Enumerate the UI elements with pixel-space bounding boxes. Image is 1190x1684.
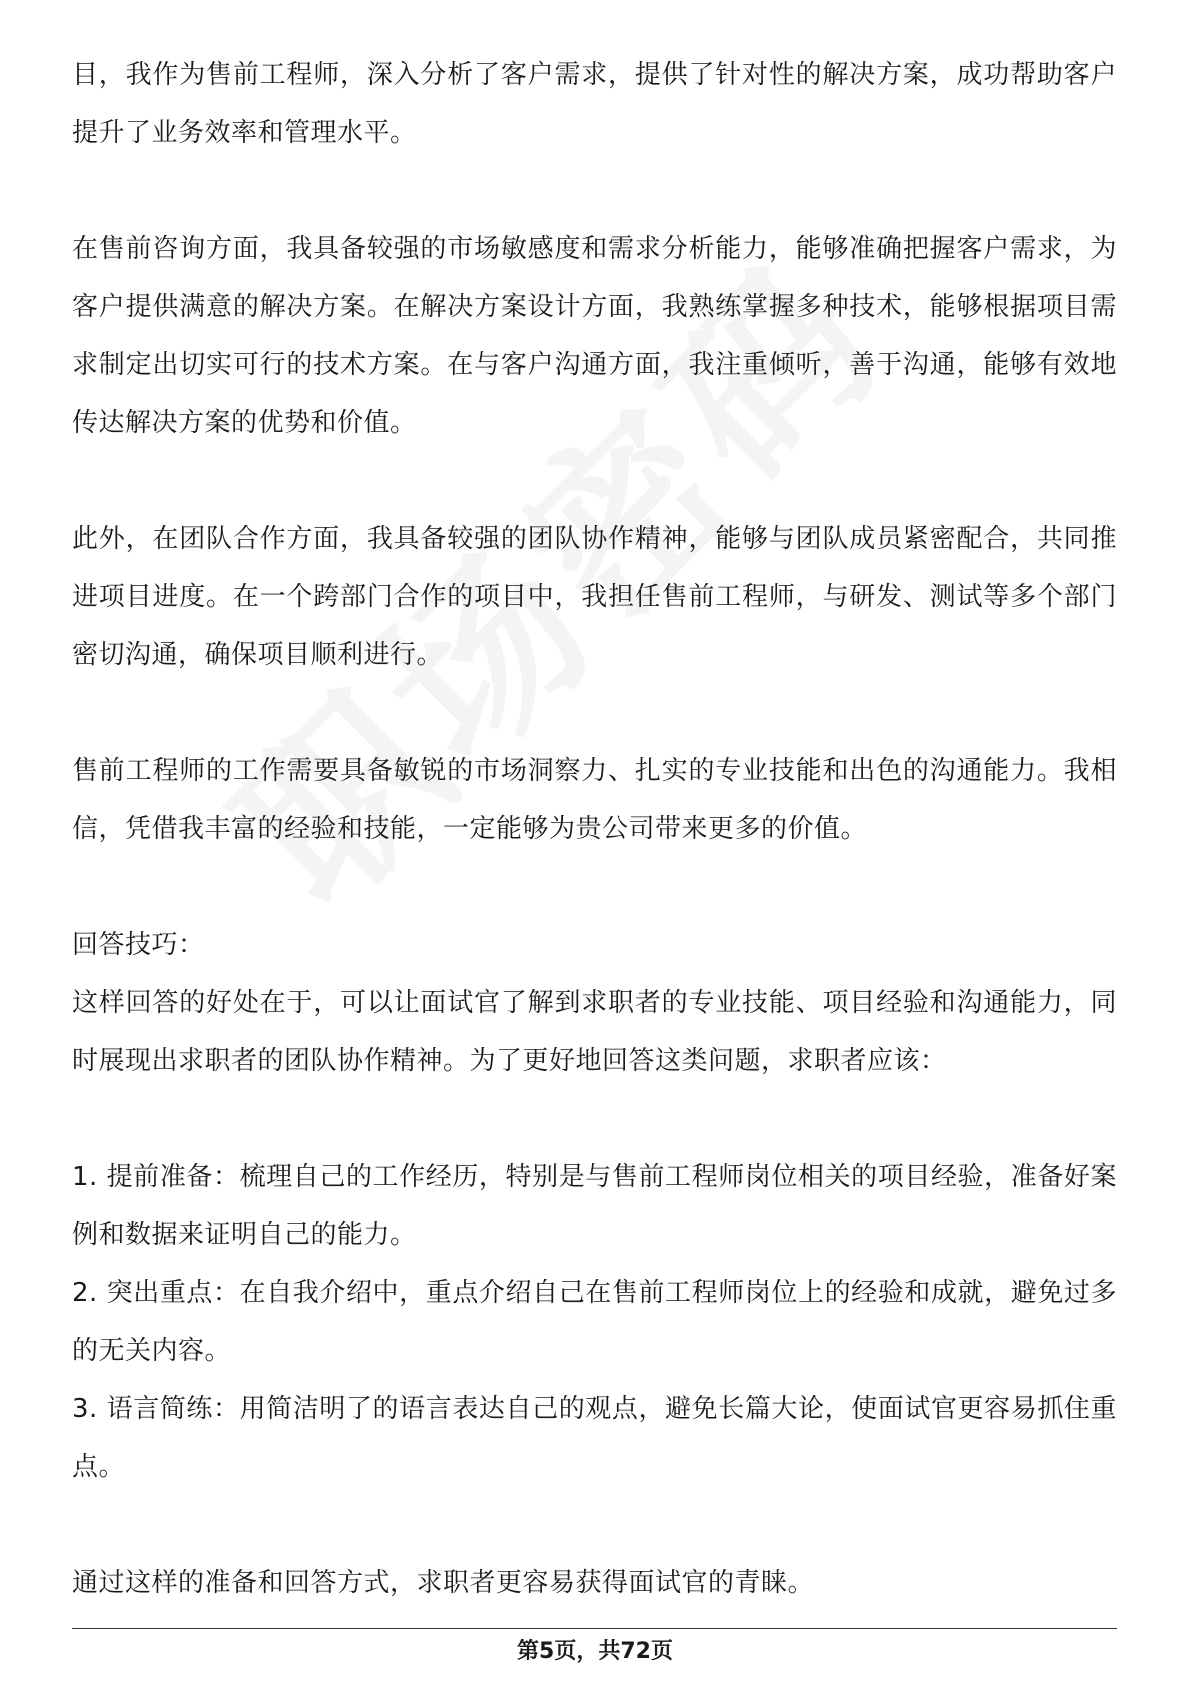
paragraph-gap: [72, 1090, 1117, 1148]
paragraph-teamwork: 此外，在团队合作方面，我具备较强的团队协作精神，能够与团队成员紧密配合，共同推进项目进度。在一个跨部门合作的项目中，我担任售前工程师，与研发、测试等多个部门密切沟通，确保项目顺利进行。: [72, 524, 1117, 670]
tips-conclusion: 通过这样的准备和回答方式，求职者更容易获得面试官的青睐。: [72, 1568, 815, 1598]
tips-item: 2. 突出重点：在自我介绍中，重点介绍自己在售前工程师岗位上的经验和成就，避免过多的无关内容。: [72, 1278, 1117, 1366]
paragraph-gap: [72, 1496, 1117, 1554]
paragraph-presales-skills: 在售前咨询方面，我具备较强的市场敏感度和需求分析能力，能够准确把握客户需求，为客户提供满意的解决方案。在解决方案设计方面，我熟练掌握多种技术，能够根据项目需求制定出切实可行的技术方案。在与客户沟通方面，我注重倾听，善于沟通，能够有效地传达解决方案的优势和价值。: [72, 234, 1117, 438]
page-number: 第5页，共72页: [517, 1639, 673, 1664]
paragraph-gap: [72, 684, 1117, 742]
paragraph-summary: 售前工程师的工作需要具备敏锐的市场洞察力、扎实的专业技能和出色的沟通能力。我相信，凭借我丰富的经验和技能，一定能够为贵公司带来更多的价值。: [72, 756, 1117, 844]
tips-item: 3. 语言简练：用简洁明了的语言表达自己的观点，避免长篇大论，使面试官更容易抓住重点。: [72, 1394, 1117, 1482]
footer-divider: [72, 1628, 1117, 1629]
document-body: [72, 46, 1117, 1612]
paragraph-gap: [72, 858, 1117, 916]
paragraph-gap: [72, 162, 1117, 220]
paragraph-gap: [72, 452, 1117, 510]
paragraph-project-experience: 目，我作为售前工程师，深入分析了客户需求，提供了针对性的解决方案，成功帮助客户提升了业务效率和管理水平。: [72, 60, 1117, 148]
tips-item: 1. 提前准备：梳理自己的工作经历，特别是与售前工程师岗位相关的项目经验，准备好案例和数据来证明自己的能力。: [72, 1162, 1117, 1250]
tips-intro: 这样回答的好处在于，可以让面试官了解到求职者的专业技能、项目经验和沟通能力，同时展现出求职者的团队协作精神。为了更好地回答这类问题，求职者应该：: [72, 988, 1117, 1076]
tips-heading: 回答技巧：: [72, 930, 205, 960]
